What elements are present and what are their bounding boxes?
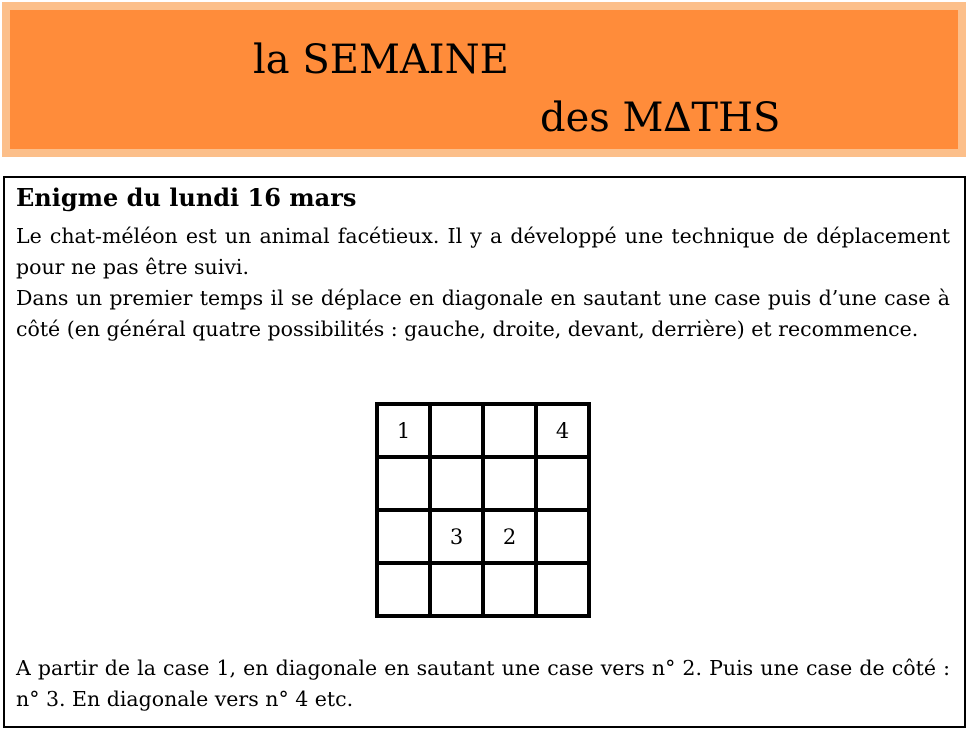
grid-cell <box>430 457 483 510</box>
grid-cell: 1 <box>396 418 411 443</box>
grid-cell: 2 <box>502 524 517 549</box>
chessboard-grid <box>375 402 591 618</box>
grid-cell <box>483 563 536 616</box>
banner-title-line1: la SEMAINE <box>253 37 509 83</box>
grid-cell <box>536 510 589 563</box>
grid-cell <box>483 404 536 457</box>
grid-cell <box>536 457 589 510</box>
enigme-paragraph-3: A partir de la case 1, en diagonale en sautant une case vers n° 2. Puis une case de côté : n° 3. En diagonale vers n° 4 etc. <box>16 656 950 711</box>
enigme-title: Enigme du lundi 16 mars <box>16 183 357 212</box>
grid-cell <box>377 510 430 563</box>
grid-cell <box>430 563 483 616</box>
header-banner-inner <box>10 10 958 149</box>
enigme-paragraph-2: Dans un premier temps il se déplace en diagonale en sautant une case puis d’une case à côté (en général quatre possibilités : gauche, droite, devant, derrière) et recommence. <box>16 286 950 341</box>
grid-cell <box>536 563 589 616</box>
banner-title-line2: des M∆THS <box>540 95 781 141</box>
grid-cell <box>377 457 430 510</box>
grid-cell: 3 <box>449 524 464 549</box>
grid-cell <box>483 457 536 510</box>
grid-cell <box>377 563 430 616</box>
grid-cell <box>430 404 483 457</box>
grid-cell: 4 <box>555 418 570 443</box>
enigme-paragraph-1: Le chat-méléon est un animal facétieux. Il y a développé une technique de déplacement pour ne pas être suivi. <box>16 224 950 279</box>
header-banner <box>2 2 966 157</box>
enigme-box <box>3 176 966 728</box>
